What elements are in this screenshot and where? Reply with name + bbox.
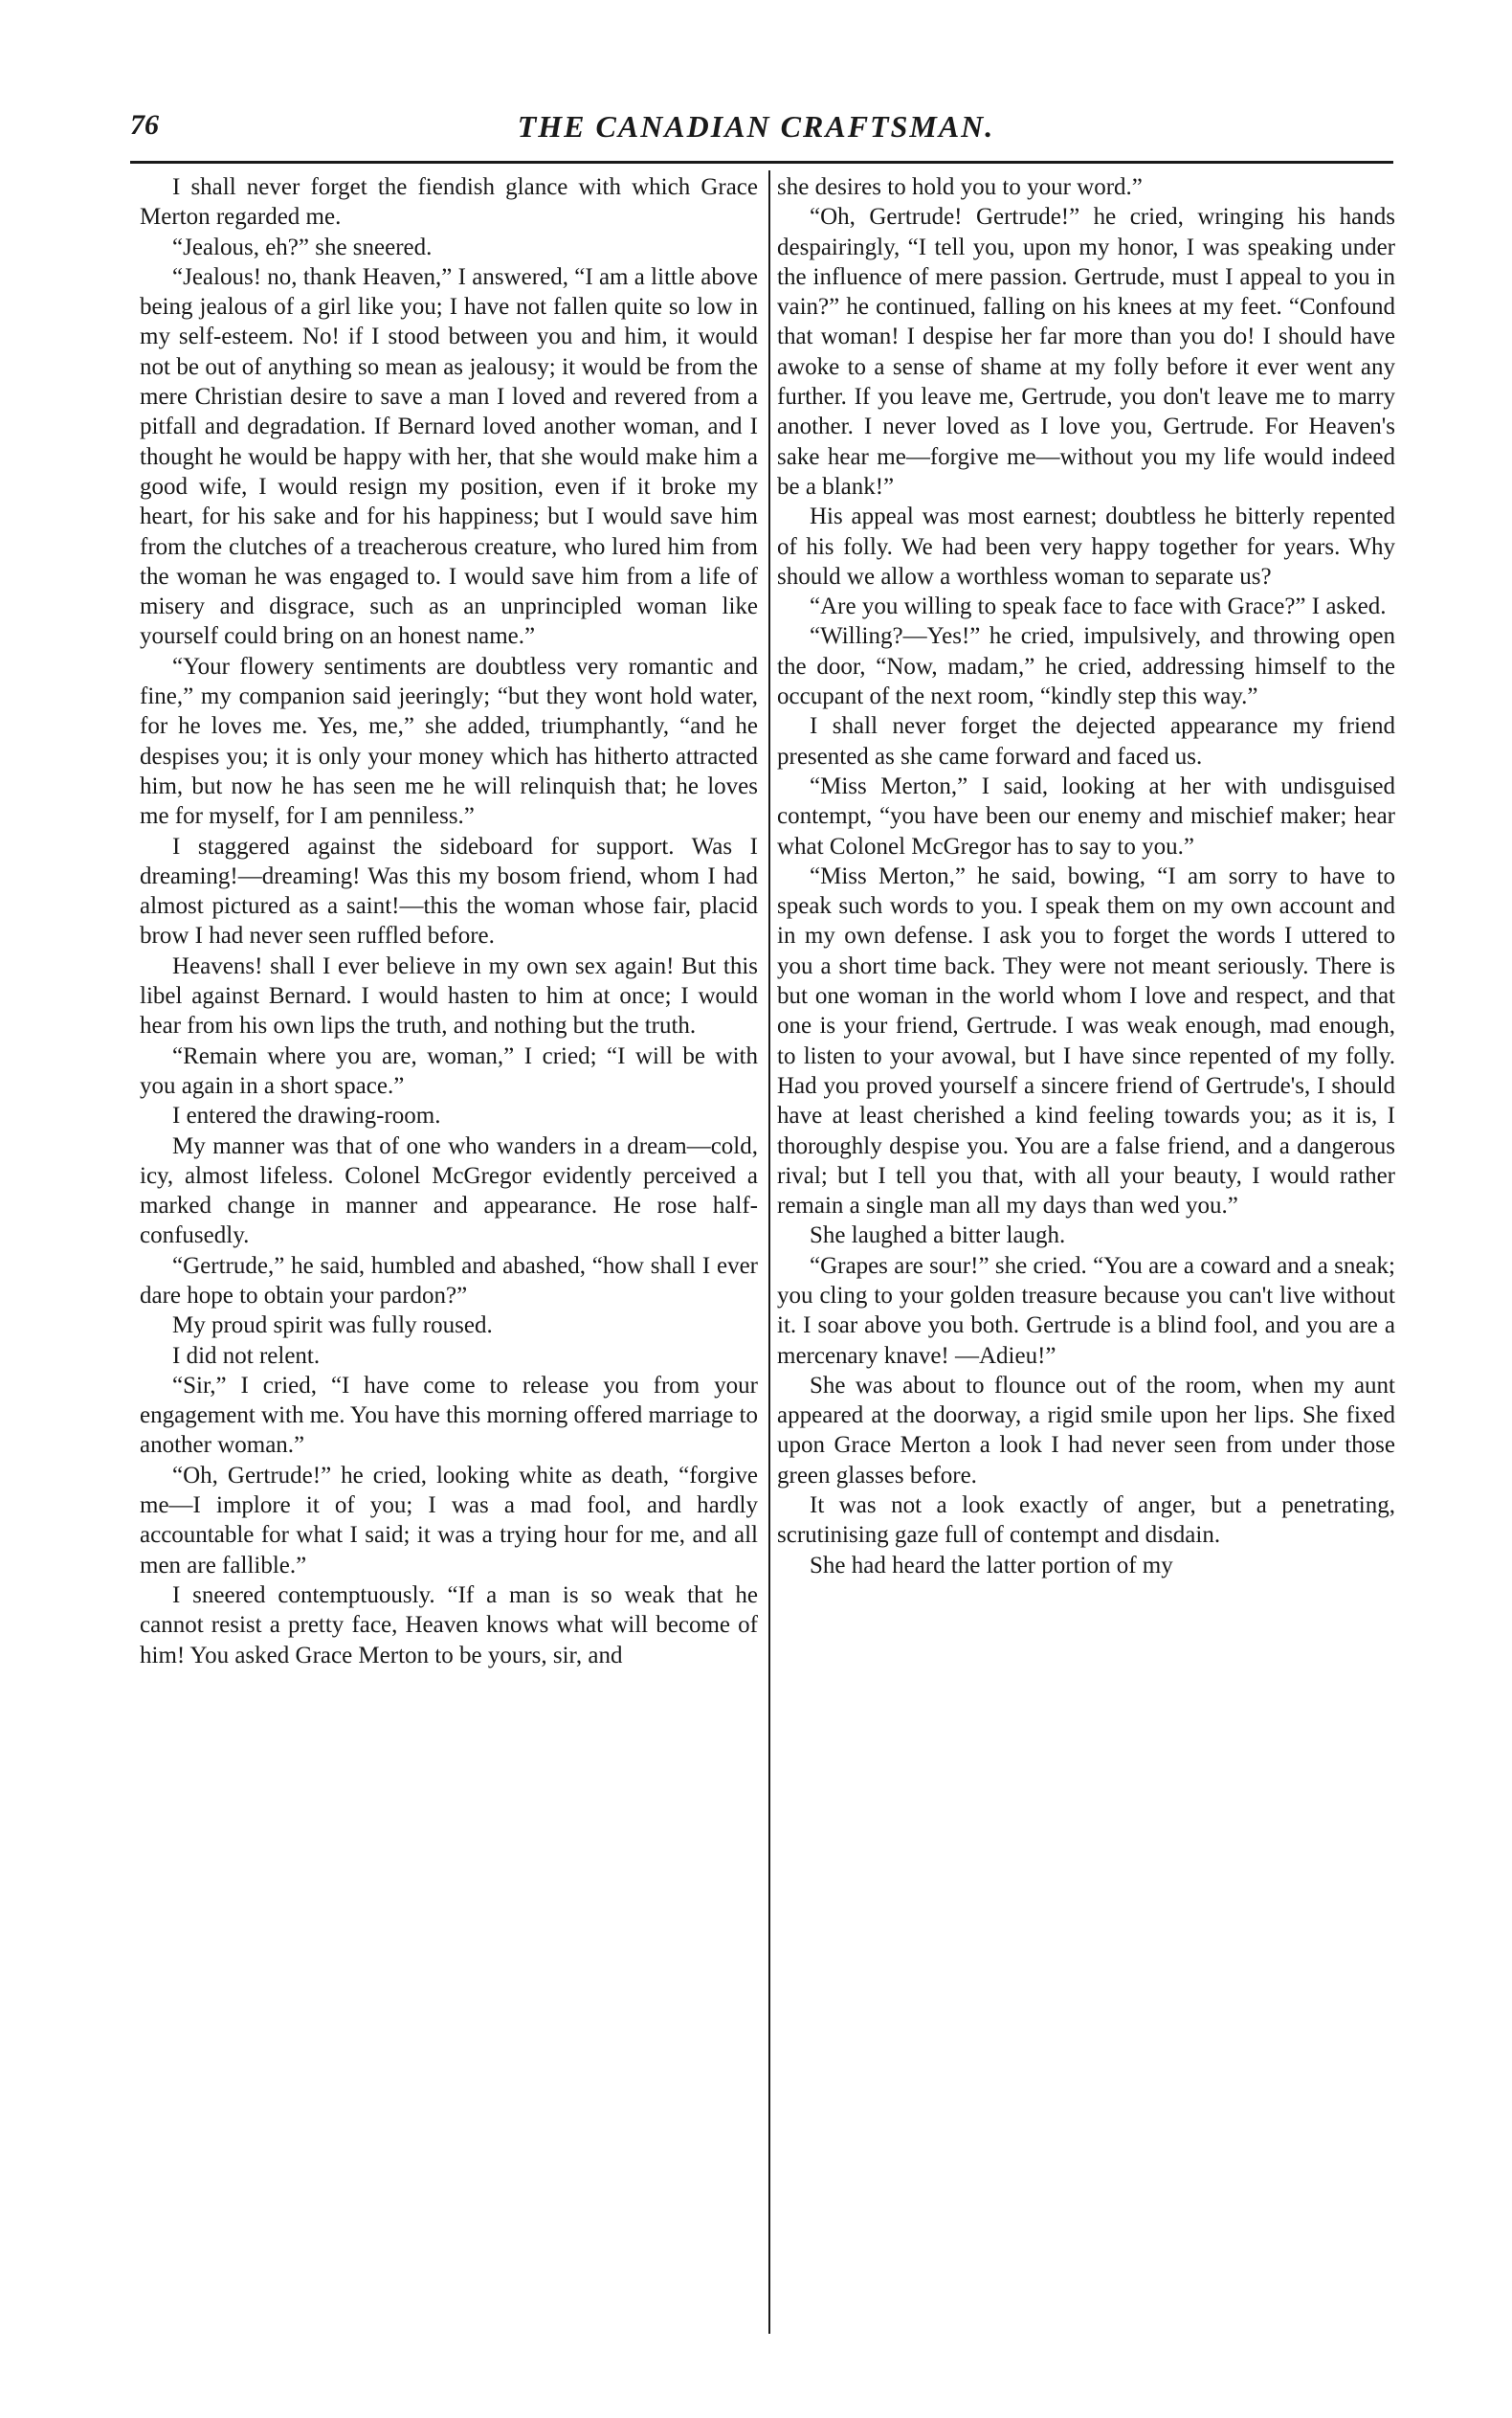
paragraph: She was about to flounce out of the room, when my aunt appeared at the doorway, a rigid smile upon her lips. She fixed upon Grace Merton a look I had never seen from under those green glasses before.: [777, 1372, 1395, 1489]
paragraph: “Your flowery sentiments are doubtless very romantic and fine,” my companion said jeeringly; “but they wont hold water, for he loves me. Yes, me,” she added, triumphantly, “and he despises you; it is only your money which has hitherto attracted him, but now he has seen me he will relinquish that; he loves me for myself, for I am penniless.”: [140, 653, 758, 830]
header-rule: [130, 161, 1393, 164]
paragraph: “Gertrude,” he said, humbled and abashed, “how shall I ever dare hope to obtain your pardon?”: [140, 1252, 758, 1309]
paragraph: It was not a look exactly of anger, but a penetrating, scrutinising gaze full of contempt and disdain.: [777, 1492, 1395, 1549]
paragraph: My manner was that of one who wanders in a dream—cold, icy, almost lifeless. Colonel McGregor evidently perceived a marked change in manner and appearance. He rose half-confusedly.: [140, 1132, 758, 1249]
paragraph: She had heard the latter portion of my: [810, 1552, 1173, 1578]
paragraph: I entered the drawing-room.: [172, 1103, 441, 1130]
paragraph: “Sir,” I cried, “I have come to release you from your engagement with me. You have this morning offered marriage to another woman.”: [140, 1372, 758, 1459]
paragraph: My proud spirit was fully roused.: [172, 1312, 493, 1339]
paragraph-continued: she desires to hold you to your word.”: [777, 174, 1143, 200]
paragraph: “Grapes are sour!” she cried. “You are a coward and a sneak; you cling to your golden treasure because you can't live without it. I soar above you both. Gertrude is a blind fool, and you are a mercenary knave! —Adieu!”: [777, 1252, 1395, 1369]
paragraph: I staggered against the sideboard for support. Was I dreaming!—dreaming! Was this my bosom friend, whom I had almost pictured as a saint!—this the woman whose fair, placid brow I had never seen ruffled before.: [140, 833, 758, 950]
paragraph: His appeal was most earnest; doubtless he bitterly repented of his folly. We had been very happy together for years. Why should we allow a worthless woman to separate us?: [777, 504, 1395, 590]
paragraph: “Jealous, eh?” she sneered.: [172, 234, 433, 260]
paragraph: Heavens! shall I ever believe in my own sex again! But this libel against Bernard. I would hasten to him at once; I would hear from his own lips the truth, and nothing but the truth.: [140, 952, 758, 1040]
paragraph: “Jealous! no, thank Heaven,” I answered, “I am a little above being jealous of a girl like you; I have not fallen quite so low in my self-esteem. No! if I stood between you and him, it would not be out of anything so mean as jealousy; it would be from the mere Christian desire to save a man I loved and revered from a pitfall and degradation. If Bernard loved another woman, and I thought he would be happy with her, that she would make him a good wife, I would resign my position, even if it broke my heart, for his sake and for his happiness; but I would save him from the clutches of a treacherous creature, who lured him from the woman he was engaged to. I would save him from a life of misery and disgrace, such as an unprincipled woman like yourself could bring on an honest name.”: [140, 263, 758, 650]
paragraph: “Are you willing to speak face to face with Grace?” I asked.: [810, 593, 1387, 620]
paragraph: “Miss Merton,” he said, bowing, “I am sorry to have to speak such words to you. I speak them on my own account and in my own defense. I ask you to forget the words I uttered to you a short time back. They were not meant seriously. There is but one woman in the world whom I love and respect, and that one is your friend, Gertrude. I was weak enough, mad enough, to listen to your avowal, but I have since repented of my folly. Had you proved yourself a sincere friend of Gertrude's, I should have at least cherished a kind feeling towards you; as it is, I thoroughly despise you. You are a false friend, and a dangerous rival; but I tell you that, with all your beauty, I would rather remain a single man all my days than wed you.”: [777, 862, 1395, 1220]
paragraph: I sneered contemptuously. “If a man is so weak that he cannot resist a pretty face, Heaven knows what will become of him! You asked Grace Merton to be yours, sir, and: [140, 1581, 758, 1668]
paragraph: She laughed a bitter laugh.: [810, 1222, 1066, 1249]
running-head-title: THE CANADIAN CRAFTSMAN.: [517, 109, 995, 144]
column-divider: [768, 170, 770, 2334]
page-number: 76: [130, 109, 159, 141]
paragraph: “Willing?—Yes!” he cried, impulsively, and throwing open the door, “Now, madam,” he cried, addressing himself to the occupant of the next room, “kindly step this way.”: [777, 623, 1395, 710]
paragraph: “Oh, Gertrude!” he cried, looking white as death, “forgive me—I implore it of you; I was a mad fool, and hardly accountable for what I said; it was a trying hour for me, and all men are fallible.”: [140, 1462, 758, 1578]
left-column: [140, 172, 758, 1670]
paragraph: I shall never forget the fiendish glance with which Grace Merton regarded me.: [140, 174, 758, 231]
paragraph: I did not relent.: [172, 1342, 321, 1369]
paragraph: I shall never forget the dejected appearance my friend presented as she came forward and faced us.: [777, 713, 1395, 770]
paragraph: “Remain where you are, woman,” I cried; “I will be with you again in a short space.”: [140, 1042, 758, 1099]
paragraph: “Miss Merton,” I said, looking at her with undisguised contempt, “you have been our enemy and mischief maker; hear what Colonel McGregor has to say to you.”: [777, 772, 1395, 860]
paragraph: “Oh, Gertrude! Gertrude!” he cried, wringing his hands despairingly, “I tell you, upon my honor, I was speaking under the influence of mere passion. Gertrude, must I appeal to you in vain?” he continued, falling on his knees at my feet. “Confound that woman! I despise her far more than you do! I should have awoke to a sense of shame at my folly before it ever went any further. If you leave me, Gertrude, you don't leave me to marry another. I never loved as I love you, Gertrude. For Heaven's sake hear me—forgive me—without you my life would indeed be a blank!”: [777, 204, 1395, 500]
right-column: [777, 172, 1395, 1580]
